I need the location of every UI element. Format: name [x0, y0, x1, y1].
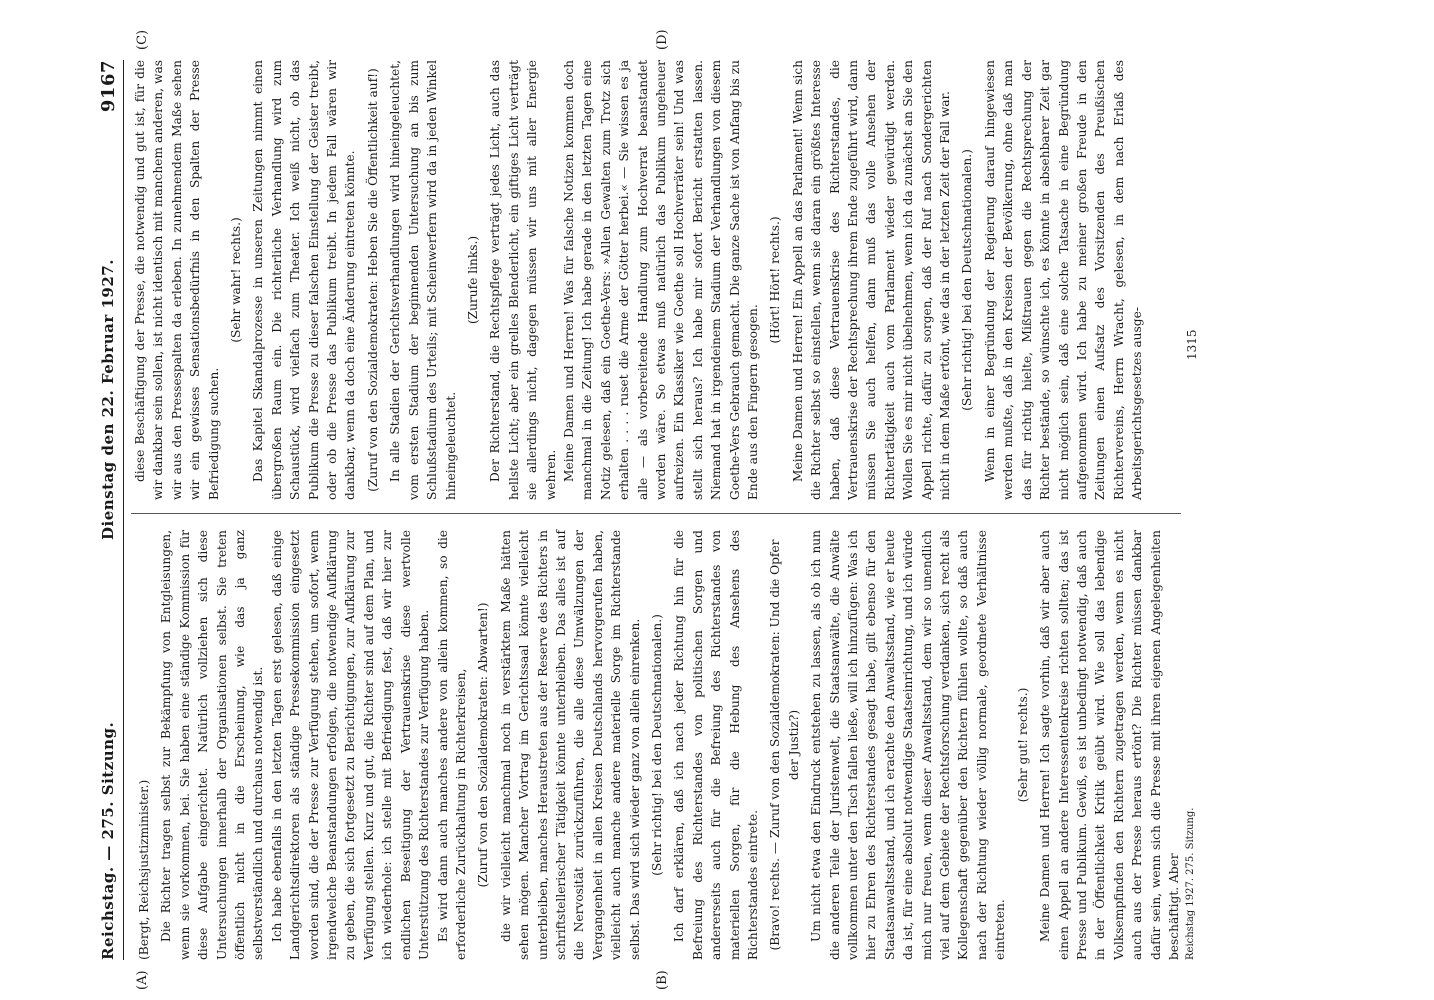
speaker-line: (Bergt, Reichsjustizminister.) — [137, 779, 151, 960]
paragraph: diese Beschäftigung der Presse, die notwendig und gut ist, für die wir dankbar sein sollen, ist nicht identisch mit manchem anderen, was wir aus den Pressespalten da erleben. In zunehmendem Maße sehen wir ein gewisses Sensationsbedürfnis in den Spalten der Presse Befriedigung suchen. — [133, 60, 221, 500]
paragraph: Es wird dann auch manches andere von allein kommen, so die erforderliche Zurückhaltung in Richterkreisen, — [435, 530, 468, 960]
digitization-sidebar — [1410, 0, 1434, 1000]
interjection: (Bravo! rechts. — Zuruf von den Sozialdemokraten: Und die Opfer der Justiz?) — [768, 539, 801, 951]
paragraph: Die Richter tragen selbst zur Bekämpfung von Entgleisungen, wenn sie vorkommen, bei. Sie haben eine ständige Kommission für diese Aufgabe eingerichtet. Natürlich vollziehen sich diese Untersuchungen innerhalb der Organisationen selbst. Sie treten öffentlich nicht in die Erscheinung, wie das ja ganz selbstverständlich und durchaus notwendig ist. — [159, 530, 266, 960]
header-session: Reichstag. — 275. Sitzung. — [99, 721, 117, 960]
paragraph: Ich darf erklären, daß ich nach jeder Richtung hin für die Befreiung des Richterstandes von politischen Sorgen und andererseits auch für die Befreiung des Richterstandes von materiellen Sorgen, für die Hebung des Ansehens des Richterstandes eintrete. — [672, 530, 760, 960]
paragraph: In alle Stadien der Gerichtsverhandlungen wird hineingeleuchtet, vom ersten Stadium der beginnenden Untersuchung an bis zum Schlußstadium des Urteils; mit Scheinwerfern wird da in jeden Winkel hineingeleuchtet. — [388, 60, 458, 500]
interjection: (Zurufe links.) — [465, 235, 480, 325]
interjection: (Sehr richtig! bei den Deutschnationalen.) — [960, 149, 975, 411]
text-column-right — [131, 60, 1147, 500]
paragraph: Das Kapitel Skandalprozesse in unseren Zeitungen nimmt einen übergroßen Raum ein. Die richterliche Verhandlung wird zum Schaustück, wird vielfach zum Theater. Ich weiß nicht, ob das Publikum die Presse zu dieser falschen Einstellung der Geister treibt, oder ob die Presse das Publikum treibt. In jedem Fall wären wir dankbar, wenn da doch eine Änderung eintreten könnte. — [251, 60, 358, 500]
paragraph: Wenn in einer Begründung der Regierung darauf hingewiesen werden mußte, daß in den Kreisen der Bevölkerung, ohne daß man das für richtig hielte, Mißtrauen gegen die Rechtsprechung der Richter bestände, so wünschte ich, es könnte in absehbarer Zeit gar nicht möglich sein, daß eine solche Tatsache in eine Begründung aufgenommen wird. Ich habe zu meiner großen Freude in den Zeitungen einen Aufsatz des Vorsitzenden des Preußischen Richtervereins, Herrn Wracht, gelesen, in dem nach Erlaß des Arbeitsgerichtsgesetzes ausge- — [982, 60, 1145, 500]
margin-marker-a: (A) — [135, 970, 150, 990]
interjection: (Zuruf von den Sozialdemokraten: Abwarten!) — [476, 602, 491, 888]
header-date: Dienstag den 22. Februar 1927. — [99, 259, 117, 540]
header-rule — [123, 60, 124, 960]
interjection: (Sehr gut! rechts.) — [1015, 687, 1030, 803]
paragraph: die wir vielleicht manchmal noch in verstärktem Maße hätten sehen mögen. Mancher Vortrag im Gerichtssaal könnte vielleicht unterbleiben, manches Heraustreten aus der Reserve des Richters in schriftstellerischer Tätigkeit könnte unterbleiben. Das alles ist auf die Nervosität zurückzuführen, die alle diese Umwälzungen der Vergangenheit in allen Kreisen Deutschlands hervorgerufen haben, vielleicht auch manche andere materielle Sorge im Richterstande selbst. Das wird sich wieder ganz von allein einrenken. — [498, 530, 642, 960]
printer-signature: 1315 — [1185, 329, 1199, 360]
paragraph: Um nicht etwa den Eindruck entstehen zu lassen, als ob ich nun die anderen Teile der Juristenwelt, die Staatsanwälte, die Anwälte vollkommen unter den Tisch fallen ließe, will ich hinzufügen: Was ich hier zu Ehren des Richterstandes gesagt habe, gilt ebenso für den Staatsanwaltsstand, und ich erachte den Anwaltsstand, wie er heute da ist, für eine absolut notwendige Staatseinrichtung, und ich würde mich nur freuen, wenn dieser Anwaltsstand, dem wir so unendlich viel auf dem Gebiete der Rechtsforschung verdanken, sich recht als Kollegenschaft gegenüber den Richtern fühlen wollte, so daß auch nach der Richtung wieder völlig normale, geordnete Verhältnisse eintreten. — [809, 530, 1008, 960]
document-page — [95, 29, 1395, 990]
interjection: (Sehr richtig! bei den Deutschnationalen.) — [649, 614, 664, 876]
paragraph: Der Richterstand, die Rechtspflege verträgt jedes Licht, auch das hellste Licht; aber ein grelles Blenderlicht, ein giftiges Licht verträgt sie allerdings nicht, dagegen müssen wir uns mit aller Energie wehren. — [488, 60, 558, 500]
margin-marker-d: (D) — [655, 29, 670, 50]
interjection: (Zuruf von den Sozialdemokraten: Heben Sie die Öffentlichkeit auf!) — [365, 68, 380, 492]
margin-marker-c: (C) — [135, 29, 150, 50]
paragraph: Ich habe ebenfalls in den letzten Tagen erst gelesen, daß einige Landgerichtsdirektoren als ständige Pressekommission eingesetzt worden sind, die der Presse zur Verfügung stehen, um sofort, wenn irgendwelche Beanstandungen erfolgen, die notwendige Aufklärung zu geben, die sich fortgesetzt zu Berichtigungen, zur Aufklärung zur Verfügung stellen. Kurz und gut, die Richter sind auf dem Plan, und ich wiederhole: ich stelle mit Befriedigung fest, daß wir hier zur endlichen Beseitigung der Vertrauenskrise diese wertvolle Unterstützung des Richterstandes zur Verfügung haben. — [269, 530, 432, 960]
paragraph: Meine Damen und Herren! Was für falsche Notizen kommen doch manchmal in die Zeitung! Ich habe gerade in den letzten Tagen eine Notiz gelesen, daß ein Goethe-Vers: »Allen Gewalten zum Trotz sich erhalten . . . . ruset die Arme der Götter herbei.« — Sie wissen es ja alle — als vorbereitende Handlung zum Hochverrat beanstandet worden wäre. So etwas muß natürlich das Publikum ungeheuer aufreizen. Ein Klassiker wie Goethe soll Hochverräter sein! Und was stellt sich heraus? Ich habe mir sofort Bericht erstatten lassen. Niemand hat in irgendeinem Stadium der Verhandlungen von diesem Goethe-Vers Gebrauch gemacht. Die ganze Sache ist von Anfang bis zu Ende aus den Fingern gesogen. — [561, 60, 760, 500]
text-column-left — [131, 530, 1183, 960]
interjection: (Sehr wahr! rechts.) — [229, 217, 244, 343]
page-header — [95, 60, 121, 960]
page-footer: Reichstag 1927. 275. Sitzung. — [1185, 807, 1196, 960]
paragraph: Meine Damen und Herren! Ich sagte vorhin, daß wir aber auch einen Appell an andere Interessentenkreise richten sollten; das ist Presse und Publikum. Gewiß, es ist unbedingt notwendig, daß auch in der Öffentlichkeit Kritik geübt wird. Wie soll das lebendige Volksempfinden den Richtern zugetragen werden, wenn es nicht auch aus der Presse heraus ertönt? Die Richter müssen dankbar dafür sein, wenn sich die Presse mit ihren eigenen Angelegenheiten beschäftigt. Aber — [1038, 530, 1181, 960]
interjection: (Hört! Hört! rechts.) — [768, 216, 783, 344]
margin-marker-b: (B) — [655, 970, 670, 990]
paragraph: Meine Damen und Herren! Ein Appell an das Parlament! Wenn sich die Richter selbst so einstellen, wenn sie daran ein größtes Interesse haben, daß diese Vertrauenskrise des Richterstandes, die Vertrauenskrise der Rechtsprechung ihrem Ende zugeführt wird, dann müssen Sie auch helfen, dann muß das volle Ansehen der Richtertätigkeit auch vom Parlament wieder gewürdigt werden. Wollen Sie es mir nicht übelnehmen, wenn ich da zunächst an Sie den Appell richte, dafür zu sorgen, daß der Ruf nach Sondergerichten nicht in dem Maße ertönt, wie das in der letzten Zeit der Fall war. — [790, 60, 953, 500]
column-divider — [131, 513, 1181, 514]
page-number: 9167 — [97, 60, 119, 113]
